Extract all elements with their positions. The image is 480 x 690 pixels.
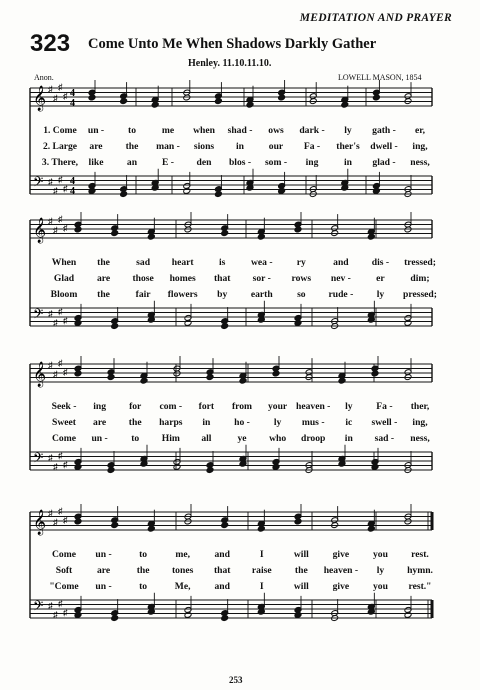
note-head [140, 377, 148, 384]
lyric-syllable: ing [305, 157, 319, 168]
lyric-syllable: droop [301, 433, 326, 444]
note-head [404, 612, 412, 619]
music-credit: LOWELL MASON, 1854 [338, 73, 422, 82]
lyric-syllable: fort [198, 401, 215, 412]
lyric-syllable: ly [345, 401, 353, 412]
time-signature: 4 [70, 98, 75, 109]
lyric-syllable: to [139, 581, 148, 592]
lyric-syllable: rows [291, 273, 312, 284]
lyric-syllable: who [269, 433, 287, 444]
sharp-icon: ♯ [48, 84, 53, 94]
note-head [120, 98, 128, 105]
lyric-syllable: are [96, 565, 111, 576]
lyric-syllable: Come [52, 549, 76, 560]
note-head [272, 464, 280, 471]
lyric-syllable: ho - [234, 417, 250, 428]
note-head [74, 320, 82, 327]
lyric-syllable: heart [171, 257, 194, 268]
lyric-syllable: homes [169, 273, 196, 284]
sharp-icon: ♯ [53, 317, 58, 328]
note-head [173, 464, 181, 471]
lyric-syllable: the [136, 565, 150, 576]
note-head [367, 233, 375, 240]
lyric-syllable: will [293, 581, 309, 592]
lyric-syllable: are [89, 141, 103, 152]
note-head [74, 464, 82, 471]
lyric-syllable: sions [193, 141, 215, 152]
lyric-syllable: Him [161, 433, 180, 444]
lyric-syllable: Seek - [51, 401, 77, 412]
lyric-syllable: er, [414, 125, 426, 136]
note-head [404, 518, 412, 525]
lyric-syllable: so [297, 289, 306, 300]
note-head [257, 525, 265, 532]
lyric-syllable: tones [171, 565, 194, 576]
note-head [206, 467, 214, 474]
words-credit: Anon. [34, 73, 54, 82]
lyric-syllable: dim; [410, 273, 430, 284]
bass-clef-icon: 𝄢 [33, 450, 44, 469]
lyric-syllable: Sweet [52, 417, 76, 428]
lyric-syllable: hymn. [407, 565, 433, 576]
note-head [74, 226, 82, 233]
lyric-syllable: un - [87, 125, 105, 136]
lyric-syllable: Fa - [376, 401, 393, 412]
lyric-syllable: and [214, 581, 230, 592]
note-head [151, 101, 159, 108]
lyric-syllable: shad - [227, 125, 253, 136]
note-head [404, 226, 412, 233]
note-head [338, 377, 346, 384]
lyric-syllable: will [293, 549, 309, 560]
lyric-syllable: ther, [410, 401, 430, 412]
lyric-syllable: all [201, 433, 212, 444]
lyric-syllable: er [376, 273, 385, 284]
sharp-icon: ♯ [53, 185, 58, 196]
sharp-icon: ♯ [58, 174, 63, 185]
time-signature: 4 [70, 186, 75, 197]
lyric-syllable: dwell - [370, 141, 398, 152]
lyric-syllable: by [217, 289, 228, 300]
note-head [147, 233, 155, 240]
note-head [120, 191, 128, 198]
lyric-syllable: un - [95, 549, 112, 560]
lyric-syllable: ther's [336, 141, 360, 152]
lyric-syllable: pressed; [403, 289, 437, 300]
lyric-syllable: ing, [412, 141, 428, 152]
lyric-syllable: the [294, 565, 308, 576]
lyric-syllable: the [125, 141, 139, 152]
lyric-syllable: sad [136, 257, 151, 268]
time-signature: 4 [70, 88, 75, 99]
lyric-syllable: un - [95, 581, 112, 592]
treble-clef-icon: 𝄞 [33, 362, 47, 387]
note-head [294, 612, 302, 619]
lyric-syllable: ing [93, 401, 106, 412]
sharp-icon: ♯ [58, 306, 63, 317]
sharp-icon: ♯ [48, 176, 53, 187]
note-head [239, 377, 247, 384]
note-head [184, 226, 192, 233]
lyric-syllable: is [219, 257, 226, 268]
treble-clef-icon: 𝄞 [33, 86, 47, 111]
sharp-icon: ♯ [48, 600, 53, 611]
lyric-syllable: from [231, 401, 253, 412]
note-head [111, 230, 119, 237]
lyric-syllable: glad - [372, 157, 396, 168]
sharp-icon: ♯ [63, 222, 68, 233]
lyric-syllable: When [51, 257, 77, 268]
lyric-syllable: dis - [371, 257, 390, 268]
note-head [111, 522, 119, 529]
lyric-syllable: ness, [410, 157, 430, 168]
lyric-syllable: nev - [330, 273, 351, 284]
page-number: 253 [229, 675, 243, 685]
lyric-syllable: wea - [250, 257, 273, 268]
bass-clef-icon: 𝄢 [33, 306, 44, 325]
note-head [74, 518, 82, 525]
sharp-icon: ♯ [48, 308, 53, 319]
sharp-icon: ♯ [63, 459, 68, 470]
sharp-icon: ♯ [58, 81, 63, 92]
lyric-syllable: are [93, 417, 107, 428]
sharp-icon: ♯ [63, 183, 68, 194]
note-head [88, 94, 96, 101]
lyric-syllable: like [88, 157, 104, 168]
note-head [147, 525, 155, 532]
lyric-syllable: I [259, 549, 264, 560]
lyric-syllable: that [213, 273, 231, 284]
note-head [107, 467, 115, 474]
lyric-syllable: 2. Large [42, 141, 78, 152]
lyric-syllable: 3. There, [41, 157, 79, 168]
note-head [184, 518, 192, 525]
note-head [372, 94, 380, 101]
note-head [88, 188, 96, 195]
note-head [107, 374, 115, 381]
lyric-syllable: give [332, 549, 350, 560]
lyric-syllable: I [259, 581, 264, 592]
lyric-syllable: you [372, 549, 388, 560]
lyric-syllable: heaven - [296, 401, 331, 412]
treble-clef-icon: 𝄞 [33, 218, 47, 243]
lyric-syllable: Glad [53, 273, 75, 284]
lyric-syllable: Come [52, 433, 76, 444]
lyric-syllable: you [372, 581, 388, 592]
lyric-syllable: Soft [55, 565, 73, 576]
lyric-syllable: com - [159, 401, 183, 412]
lyric-syllable: your [268, 401, 288, 412]
lyric-syllable: an [126, 157, 138, 168]
lyric-syllable: rest." [408, 581, 432, 592]
section-heading: MEDITATION AND PRAYER [299, 12, 452, 24]
note-head [404, 320, 412, 327]
lyric-syllable: in [343, 157, 353, 168]
lyric-syllable: Bloom [50, 289, 78, 300]
tune-name: Henley. 11.10.11.10. [188, 58, 272, 69]
note-head [221, 615, 229, 622]
sharp-icon: ♯ [58, 598, 63, 609]
note-head [173, 370, 181, 377]
sharp-icon: ♯ [48, 360, 53, 370]
hymn-title: Come Unto Me When Shadows Darkly Gather [88, 36, 377, 52]
note-head [184, 612, 192, 619]
lyric-syllable: to [131, 433, 140, 444]
lyric-syllable: the [128, 417, 142, 428]
lyric-syllable: rude - [328, 289, 354, 300]
note-head [257, 233, 265, 240]
note-head [184, 320, 192, 327]
lyric-syllable: and [214, 549, 230, 560]
note-head [371, 370, 379, 377]
lyric-syllable: tressed; [404, 257, 436, 268]
lyric-syllable: ows [268, 125, 284, 136]
lyric-syllable: ic [345, 417, 353, 428]
lyric-syllable: Me, [174, 581, 191, 592]
note-head [183, 188, 191, 195]
sharp-icon: ♯ [58, 450, 63, 461]
treble-clef-icon: 𝄞 [33, 510, 47, 535]
lyric-syllable: som - [264, 157, 288, 168]
note-head [294, 226, 302, 233]
note-head [294, 518, 302, 525]
lyric-syllable: are [96, 273, 111, 284]
lyric-syllable: sad - [374, 433, 395, 444]
lyric-syllable: those [132, 273, 154, 284]
lyric-syllable: the [97, 289, 110, 300]
lyric-syllable: blos - [228, 157, 252, 168]
lyric-syllable: when [193, 125, 215, 136]
note-head [111, 323, 119, 330]
lyric-syllable: heaven - [323, 565, 359, 576]
lyric-syllable: ly [376, 289, 385, 300]
lyric-syllable: dark - [299, 125, 325, 136]
lyric-syllable: ly [273, 417, 282, 428]
note-head [214, 191, 222, 198]
sharp-icon: ♯ [53, 609, 58, 620]
note-head [278, 188, 286, 195]
lyric-syllable: ly [344, 125, 352, 136]
lyric-syllable: flowers [167, 289, 198, 300]
lyric-syllable: un - [91, 433, 108, 444]
note-head [294, 320, 302, 327]
note-head [221, 230, 229, 237]
sharp-icon: ♯ [53, 369, 58, 379]
lyric-syllable: E - [162, 157, 174, 168]
lyric-syllable: den [196, 157, 212, 168]
sharp-icon: ♯ [48, 452, 53, 463]
note-head [341, 101, 349, 108]
sharp-icon: ♯ [53, 93, 58, 103]
lyric-syllable: our [268, 141, 284, 152]
sharp-icon: ♯ [58, 213, 63, 224]
sharp-icon: ♯ [63, 315, 68, 326]
lyric-syllable: give [332, 581, 350, 592]
note-head [221, 522, 229, 529]
sharp-icon: ♯ [58, 505, 63, 516]
lyric-syllable: the [97, 257, 110, 268]
lyric-syllable: man - [156, 141, 180, 152]
lyric-syllable: swell - [371, 417, 398, 428]
note-head [183, 94, 191, 101]
sharp-icon: ♯ [63, 366, 68, 377]
lyric-syllable: ness, [410, 433, 430, 444]
note-head [74, 370, 82, 377]
sharp-icon: ♯ [63, 607, 68, 618]
sharp-icon: ♯ [58, 357, 63, 368]
sharp-icon: ♯ [53, 461, 58, 472]
lyric-syllable: fair [135, 289, 151, 300]
note-head [221, 323, 229, 330]
note-head [371, 464, 379, 471]
lyric-syllable: in [344, 433, 353, 444]
lyric-syllable: to [128, 125, 136, 136]
sharp-icon: ♯ [53, 517, 58, 527]
sharp-icon: ♯ [53, 225, 58, 235]
lyric-syllable: ry [296, 257, 306, 268]
note-head [246, 101, 254, 108]
lyric-syllable: Fa - [303, 141, 321, 152]
lyric-syllable: rest. [411, 549, 429, 560]
lyric-syllable: to [139, 549, 148, 560]
lyric-syllable: in [202, 417, 211, 428]
time-signature: 4 [70, 176, 75, 187]
lyric-syllable: that [213, 565, 231, 576]
sharp-icon: ♯ [63, 514, 68, 525]
note-head [214, 98, 222, 105]
lyric-syllable: ye [237, 433, 247, 444]
lyric-syllable: "Come [49, 581, 79, 592]
sharp-icon: ♯ [48, 508, 53, 518]
lyric-syllable: 1. Come [43, 125, 77, 136]
bass-clef-icon: 𝄢 [33, 598, 44, 617]
note-head [74, 612, 82, 619]
lyric-syllable: sor - [252, 273, 271, 284]
note-head [367, 525, 375, 532]
lyric-syllable: in [235, 141, 245, 152]
note-head [272, 370, 280, 377]
lyric-syllable: me, [175, 549, 190, 560]
lyric-syllable: for [129, 401, 142, 412]
lyric-syllable: me [161, 125, 175, 136]
lyric-syllable: gath - [372, 125, 396, 136]
note-head [278, 94, 286, 101]
sharp-icon: ♯ [48, 216, 53, 226]
note-head [206, 374, 214, 381]
lyric-syllable: mus - [301, 417, 325, 428]
lyric-syllable: and [333, 257, 349, 268]
lyric-syllable: ing, [412, 417, 428, 428]
note-head [111, 615, 119, 622]
sharp-icon: ♯ [63, 90, 68, 101]
lyric-syllable: raise [251, 565, 272, 576]
lyric-syllable: harps [159, 417, 183, 428]
hymn-number: 323 [30, 30, 71, 57]
note-head [372, 188, 380, 195]
bass-clef-icon: 𝄢 [33, 174, 44, 193]
lyric-syllable: ly [376, 565, 385, 576]
lyric-syllable: earth [250, 289, 273, 300]
